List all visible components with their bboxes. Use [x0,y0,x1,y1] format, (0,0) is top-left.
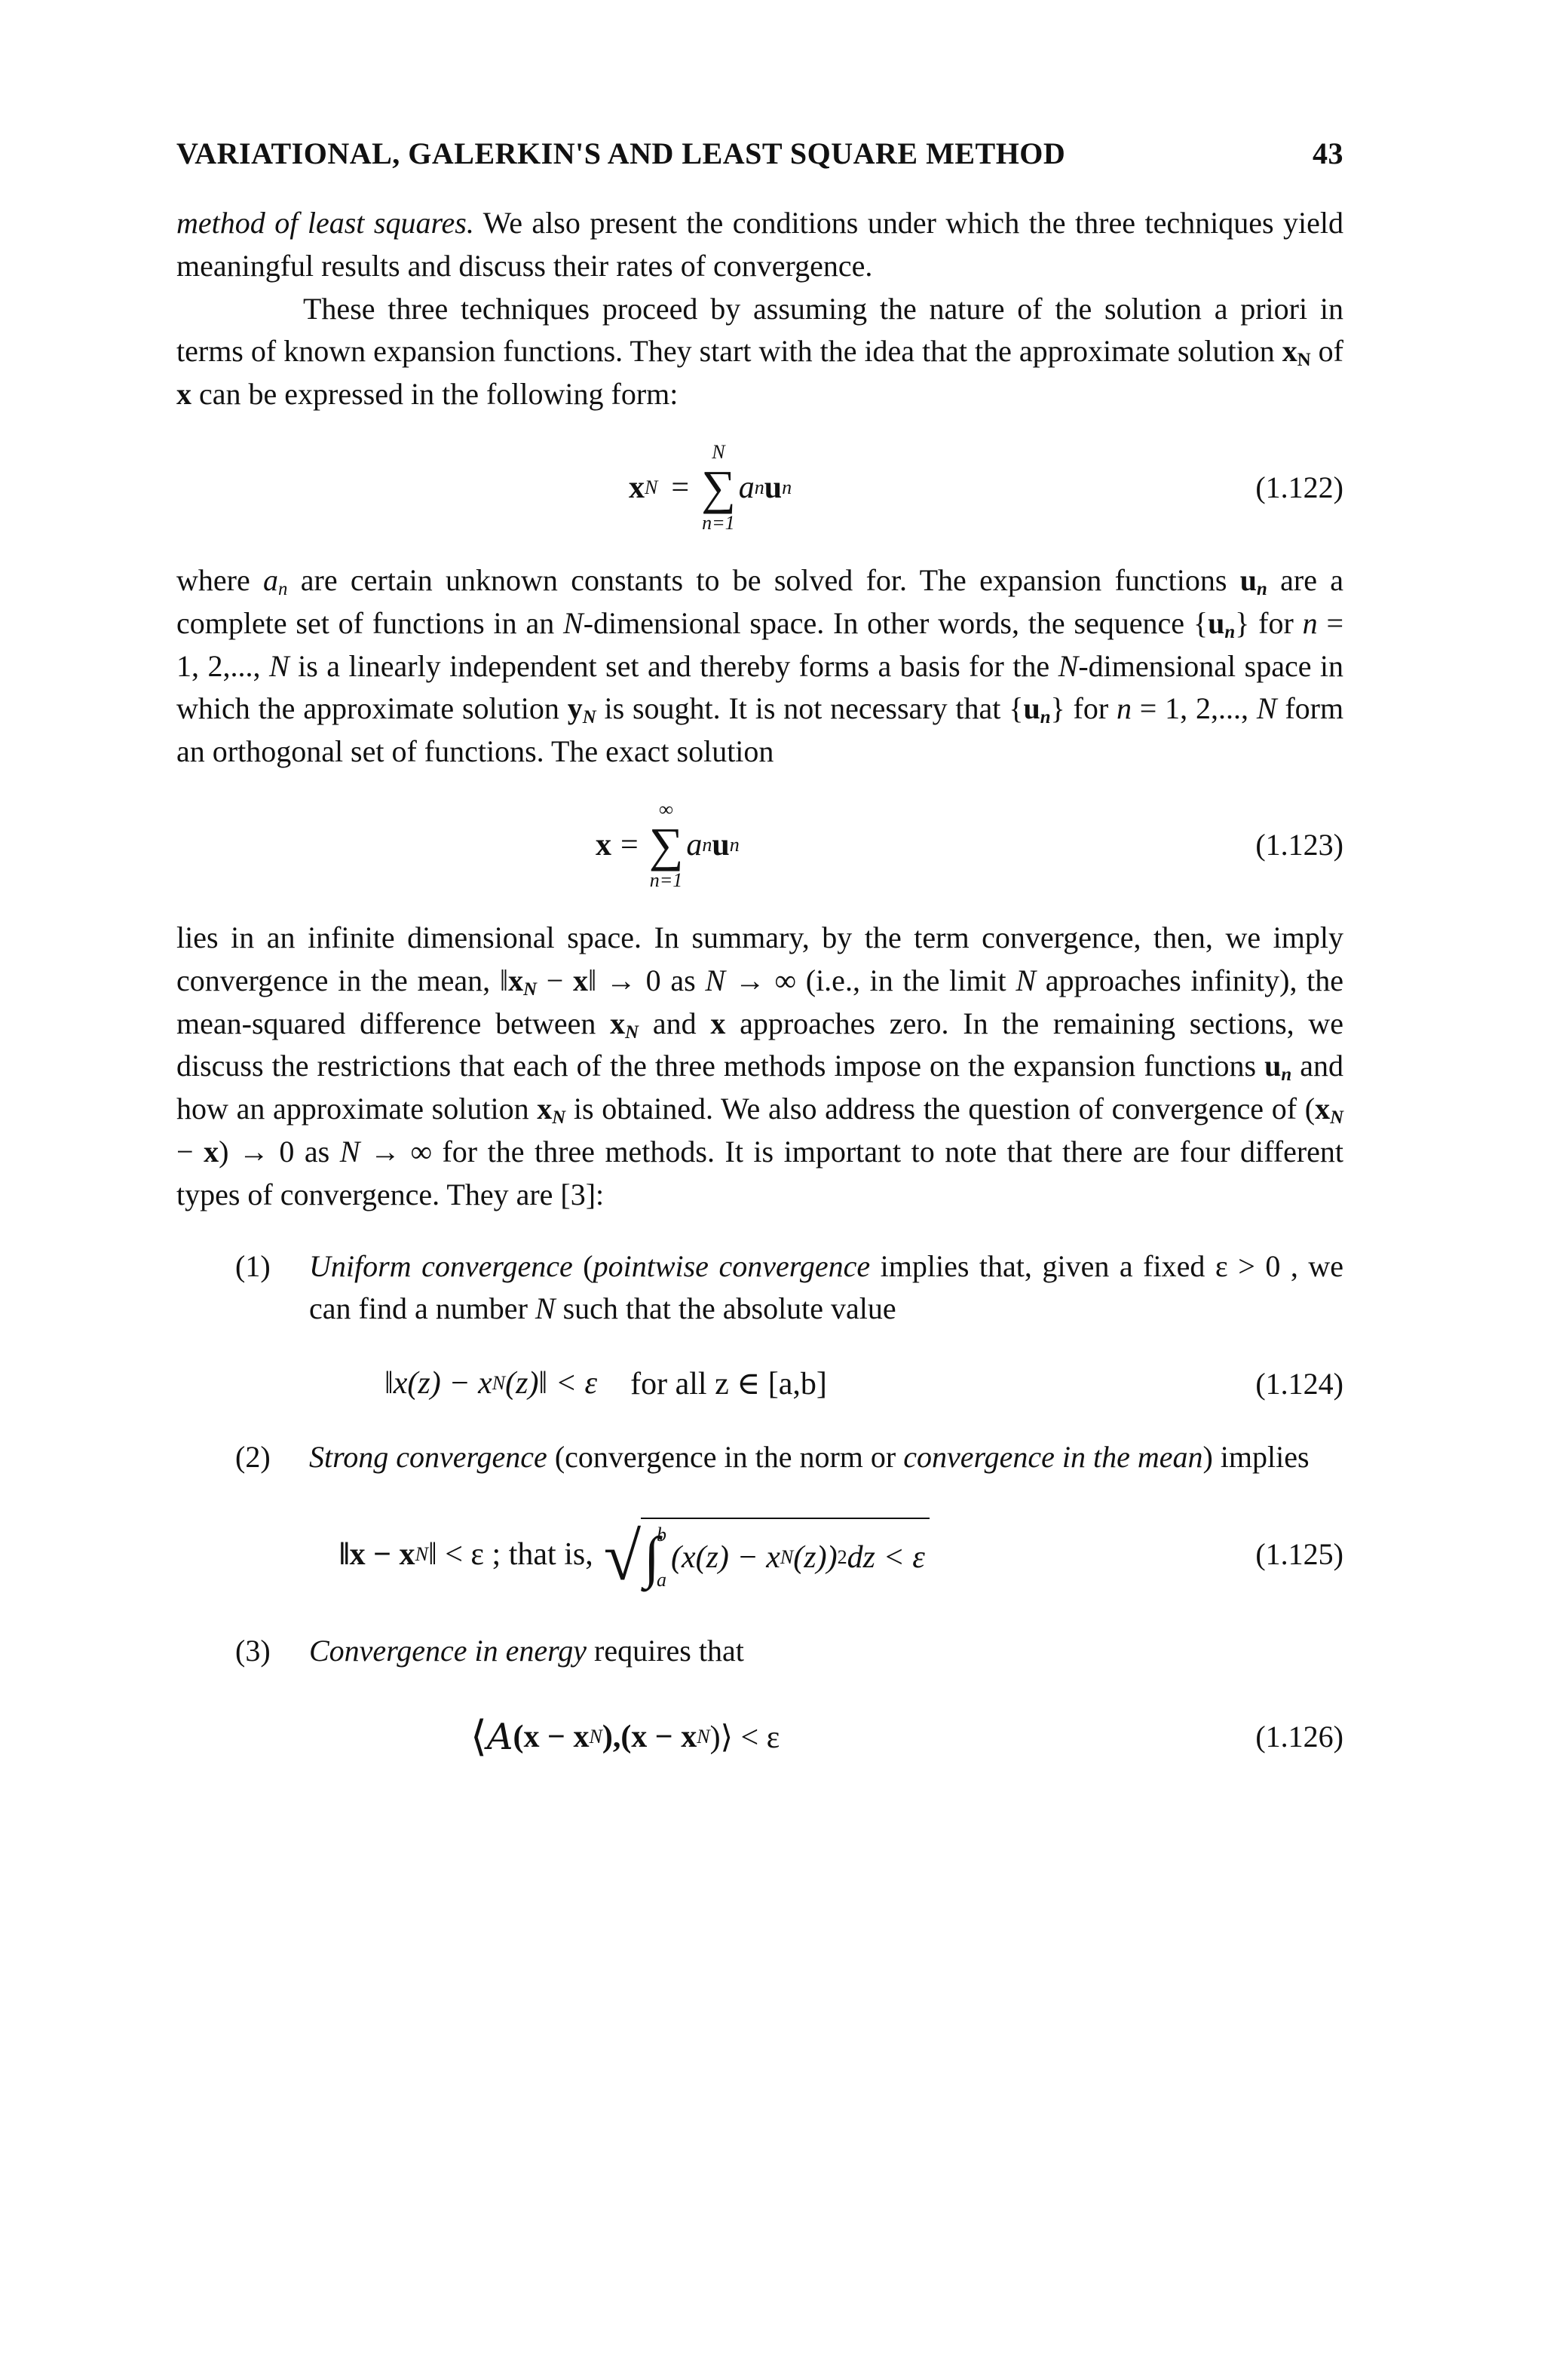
paragraph-3: where $a_n$ are certain unknown constants to be solved for. The expansion functions $u_n$ are a complete set of functions in an N-dimensional space. In other words, the sequence $\{u_n\}$ for n = 1, 2,..., N is a linearly independent set and thereby forms a basis for the N-dimensional space in which the approximate solution $y_N$ is sought. It is not necessary that $\{u_n\}$ for n = 1, 2,..., N form an orthogonal set of functions. The exact solution [176,562,1344,769]
equation-body: ⟨ A (x − x N ),(x − x N )⟩ < ε [470,1714,780,1761]
list-item-2: (2) Strong convergence (convergence in the norm or convergence in the mean) implies [176,1436,1343,1479]
page [176,136,1343,1801]
equation-1-126 [176,1673,1343,1801]
para1-text: We also present the conditions under which the three techniques yield meaningful results and discuss their rates of convergence. [176,206,1343,283]
lead-italic: method of least squares. [176,206,474,240]
integral: ∫ b a [644,1523,666,1591]
equation-body: x N = N ∑ n=1 a n u n [629,441,792,534]
paragraph-4: lies in an infinite dimensional space. In summary, by the term convergence, then, we imply convergence in the mean, $‖x_N$ − x‖ → 0 as N → ∞ (i.e., in the limit N approaches infinity), the mean-squared difference between $x_N$ and x approaches zero. In the remaining sections, we discuss the restrictions that each of the three methods impose on the expansion functions $u_n$ and how an approximate solution $x_N$ is obtained. We also address the question of convergence of $(x_N - x) \to 0$ as N → ∞ for the three methods. It is important to note that there are four different types of convergence. They are [3]: [176,920,1344,1211]
running-head [176,136,1343,181]
equation-1-125 [176,1479,1343,1630]
list-number: (1) [235,1248,271,1283]
equation-body: ‖x − x N ‖ < ε ; that is, √ ∫ b a (x(z) − x N (z)) 2 dz < ε [339,1479,930,1630]
summation: N ∑ n=1 [701,441,736,534]
square-root: √ ∫ b a (x(z) − x N (z)) 2 dz < ε [604,1518,930,1591]
list-number: (3) [235,1633,271,1668]
equation-number: (1.123) [1255,828,1343,862]
equation-number: (1.124) [1255,1366,1343,1401]
equation-1-122 [176,416,1343,559]
list-number: (2) [235,1440,271,1475]
list-item-1: (1) Uniform convergence (pointwise convergence implies that, given a fixed ε > 0 , we can find a number N such that the absolute value [176,1245,1343,1331]
equation-1-124 [176,1331,1343,1436]
running-title: VARIATIONAL, GALERKIN'S AND LEAST SQUARE METHOD [176,136,1066,170]
paragraph-2: These three techniques proceed by assuming the nature of the solution a priori in terms of known expansion functions. They start with the idea that the approximate solution $x_N$ of x can be expressed in the following form: [176,291,1343,412]
equation-number: (1.122) [1255,470,1343,505]
paragraph-1 [176,202,1343,288]
equation-body: ‖x(z) − x N (z)‖ < ε for all z ∈ [a,b] [384,1366,827,1402]
equation-body: x = ∞ ∑ n=1 a n u n [596,798,740,891]
equation-number: (1.125) [1255,1537,1343,1572]
list-item-3: (3) Convergence in energy requires that [176,1630,1343,1673]
summation: ∞ ∑ n=1 [648,798,684,891]
page-number: 43 [1313,136,1343,170]
equation-1-123 [176,773,1343,917]
equation-number: (1.126) [1255,1720,1343,1754]
